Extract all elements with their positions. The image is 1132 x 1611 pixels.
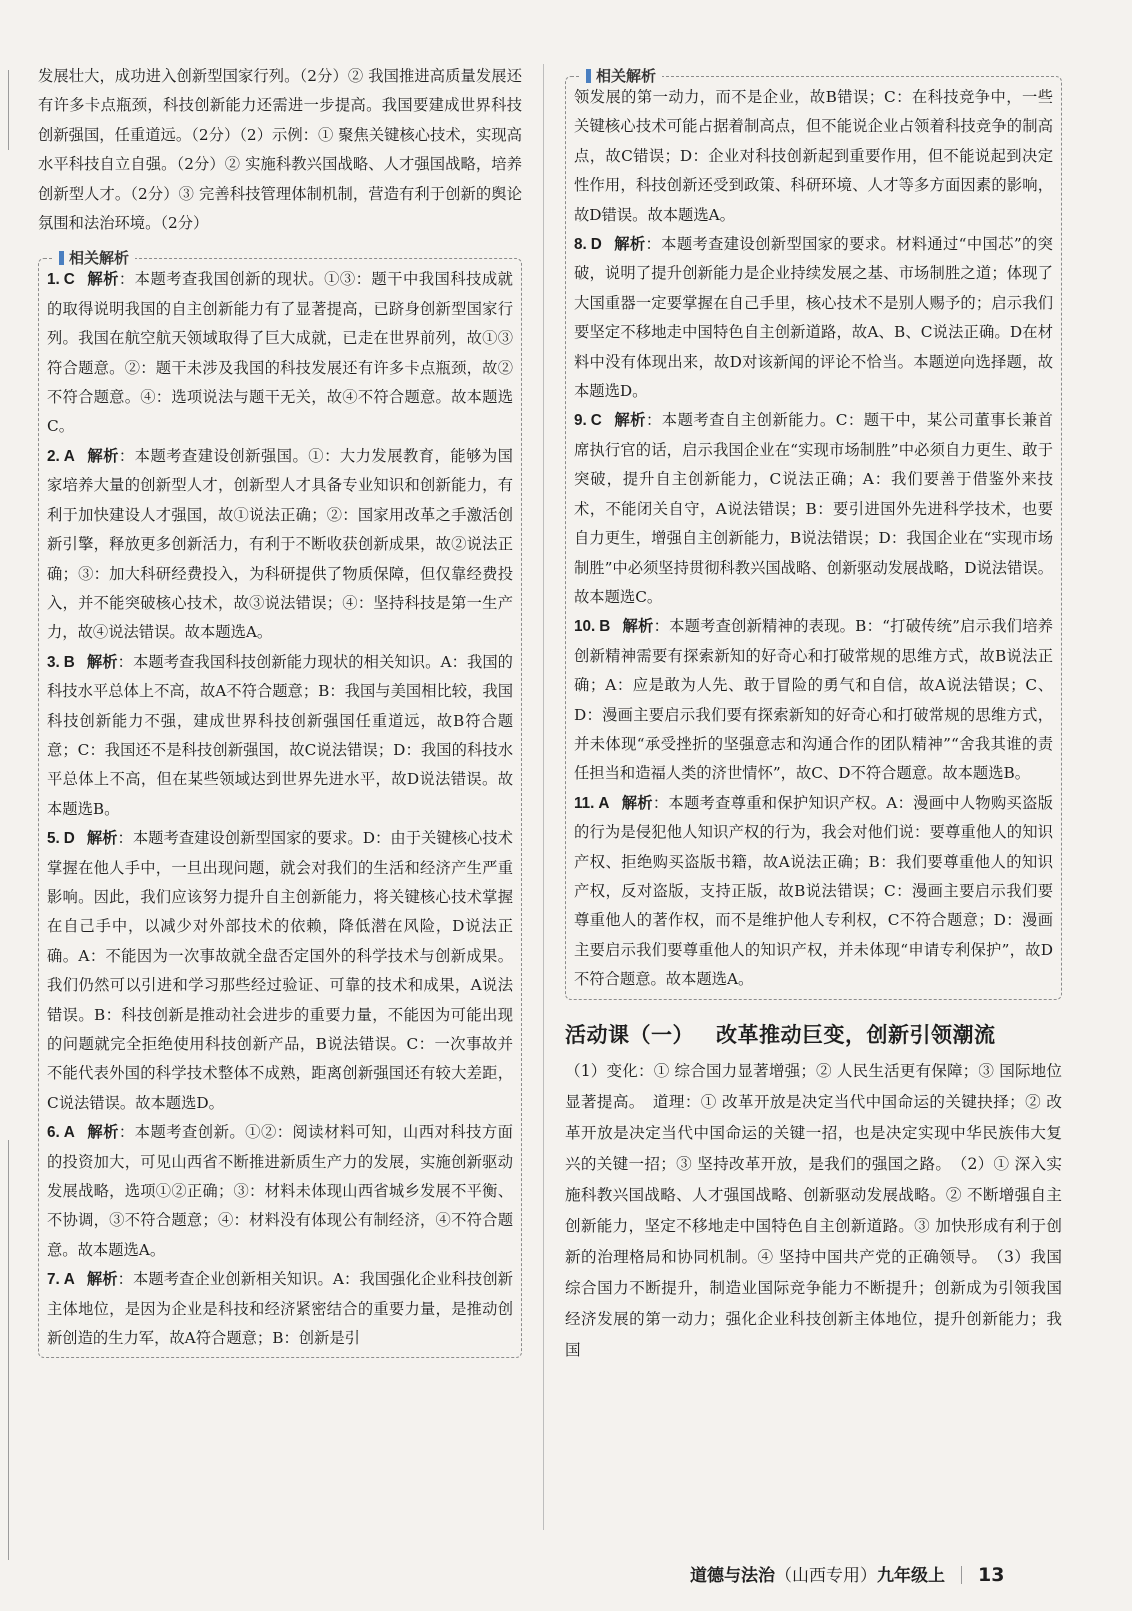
item-number: 5. [47,830,60,848]
analysis-item [574,406,1053,612]
footer-edition: （山西专用） [775,1566,877,1586]
item-text: ：本题考查企业创新相关知识。A：我国强化企业科技创新主体地位，是因为企业是科技和经济紧密结合的重要力量，是推动创新创造的生力军，故A符合题意；B：创新是引 [47,1270,513,1348]
analysis-continuation: 领发展的第一动力，而不是企业，故B错误；C：在科技竞争中，一些关键核心技术可能占据着制高点，但不能说企业占领着科技竞争的制高点，故C错误；D：企业对科技创新起到重要作用，但不能说起到决定性作用，科技创新还受到政策、科研环境、人才等多方面因素的影响，故D错误。故本题选A。 [574,88,1053,224]
item-label: 解析 [86,829,118,848]
item-number: 10. [574,618,596,636]
analysis-item [574,230,1053,406]
item-answer: A [598,794,610,812]
answer-text: 发展壮大，成功进入创新型国家行列。（2分）② 我国推进高质量发展还有许多卡点瓶颈，科技创新能力还需进一步提高。我国要建成世界科技创新强国，任重道远。（2分）（2）示例：① 聚焦关键核心技术，实现高水平科技自立自强。（2分）② 实施科教兴国战略、人才强国战略，培养创新型人才。（2分）③ 完善科技管理体制机制，营造有利于创新的舆论氛围和法治环境。（2分） [38,67,522,233]
footer-separator [961,1566,962,1584]
item-answer: B [599,618,611,636]
analysis-item [574,612,1053,788]
answer-continuation [38,62,522,238]
item-label: 解析 [86,270,119,289]
analysis-item [47,442,513,648]
item-text: ：本题考查我国科技创新能力现状的相关知识。A：我国的科技水平总体上不高，故A不符合题意；B：我国与美国相比较，我国科技创新能力不强，建成世界科技创新强国任重道远，故B符合题意；C：我国还不是科技创新强国，故C说法错误；D：我国的科技水平总体上不高，但在某些领域达到世界先进水平，故D说法错误。故本题选B。 [47,652,513,818]
item-text: ：本题考查创新。①②：阅读材料可知，山西对科技方面的投资加大，可见山西省不断推进新质生产力的发展，实施创新驱动发展战略，选项①②正确；③：材料未体现山西省城乡发展不平衡、不协调，③不符合题意；④：材料没有体现公有制经济，④不符合题意。故本题选A。 [47,1123,513,1259]
activity-title [565,1018,1062,1050]
item-answer: C [590,412,602,430]
item-number: 11. [574,794,595,812]
item-label: 解析 [613,235,646,254]
analysis-item [47,1265,513,1353]
item-label: 解析 [613,411,646,430]
activity-title-left: 活动课（一） [565,1022,694,1047]
item-number: 2. [47,447,60,465]
item-label: 解析 [621,793,653,812]
analysis-item [47,648,513,824]
activity-body [565,1056,1062,1366]
left-edge-mark [8,70,9,150]
footer-subject: 道德与法治 [690,1566,775,1586]
item-text: ：本题考查建设创新型国家的要求。D：由于关键核心技术掌握在他人手中，一旦出现问题，就会对我们的生活和经济产生严重影响。因此，我们应该努力提升自主创新能力，将关键核心技术掌握在自己手中，以减少对外部技术的依赖，降低潜在风险，D说法正确。A：不能因为一次事故就全盘否定国外的科学技术与创新成果。我们仍然可以引进和学习那些经过验证、可靠的技术和成果，A说法错误。B：科技创新是推动社会进步的重要力量，不能因为可能出现的问题就完全拒绝使用科技创新产品，B说法错误。C：一次事故并不能代表外国的科学技术整体不成熟，距离创新强国还有较大差距，C说法错误。故本题选D。 [47,829,513,1112]
item-label: 解析 [622,617,654,636]
item-text: ：本题考查建设创新强国。①：大力发展教育，能够为国家培养大量的创新型人才，创新型人才具备专业知识和创新能力，有利于加快建设人才强国，故①说法正确；②：国家用改革之手激活创新引擎，释放更多创新活力，有利于不断收获创新成果，故②说法正确；③：加大科研经费投入，为科研提供了物质保障，但仅靠经费投入，并不能突破核心技术，故③说法错误；④：坚持科技是第一生产力，故④说法错误。故本题选A。 [47,446,513,642]
item-number: 9. [574,412,587,430]
tab-marker-icon [586,69,591,83]
item-number: 3. [47,653,60,671]
item-number: 7. [47,1271,60,1289]
activity-text: （1）变化：① 综合国力显著增强；② 人民生活更有保障；③ 国际地位显著提高。 道理：① 改革开放是决定当代中国命运的关键抉择；② 改革开放是决定当代中国命运的关键一招，也是决定实现中华民族伟大复兴的关键一招；③ 坚持改革开放，是我们的强国之路。 （2）① 深入实施科教兴国战略、人才强国战略、创新驱动发展战略。② 不断增强自主创新能力，坚定不移地走中国特色自主创新道路。③ 加快形成有利于创新的治理格局和协同机制。④ 坚持中国共产党的正确领导。 （3）我国综合国力不断提升，制造业国际竞争能力不断提升；创新成为引领我国经济发展的第一动力；强化企业科技创新主体地位，提升创新能力；我国 [565,1061,1062,1359]
analysis-tab-label: 相关解析 [69,249,130,268]
item-label: 解析 [86,446,119,465]
item-number: 1. [47,271,60,289]
activity-title-right: 改革推动巨变，创新引领潮流 [716,1022,996,1047]
item-answer: C [63,271,75,289]
right-column [565,62,1062,1366]
item-text: ：本题考查我国创新的现状。①③：题干中我国科技成就的取得说明我国的自主创新能力有了显著提高，已跻身创新型国家行列。我国在航空航天领域取得了巨大成就，已走在世界前列，故①③符合题意。②：题干未涉及我国的科技发展还有许多卡点瓶颈，故②不符合题意。④：选项说法与题干无关，故④不符合题意。故本题选C。 [47,270,513,436]
left-edge-mark-lower [8,1140,9,1560]
item-label: 解析 [86,652,118,671]
analysis-item [574,789,1053,995]
item-answer: A [63,1271,75,1289]
analysis-tab-label: 相关解析 [596,67,657,85]
item-text: ：本题考查建设创新型国家的要求。材料通过“中国芯”的突破，说明了提升创新能力是企业持续发展之基、市场制胜之道；体现了大国重器一定要掌握在自己手里，核心技术不是别人赐予的；启示我们要坚定不移地走中国特色自主创新道路，故A、B、C说法正确。D在材料中没有体现出来，故D对该新闻的评论不恰当。本题逆向选择题，故本题选D。 [574,235,1053,401]
item-text: ：本题考查创新精神的表现。B：“打破传统”启示我们培养创新精神需要有探索新知的好奇心和打破常规的思维方式，故B说法正确；A：应是敢为人先、敢于冒险的勇气和自信，故A说法错误；C、D：漫画主要启示我们要有探索新知的好奇心和打破常规的思维方式，并未体现“承受挫折的坚强意志和沟通合作的团队精神”“舍我其谁的责任担当和造福人类的济世情怀”，故C、D不符合题意。故本题选B。 [574,617,1053,783]
analysis-item [47,824,513,1118]
item-answer: D [63,830,75,848]
item-answer: D [590,236,602,254]
page-footer [690,1560,1110,1590]
item-answer: A [63,1124,75,1142]
analysis-tab [53,246,135,270]
analysis-item [47,1118,513,1265]
item-answer: B [63,653,75,671]
item-number: 6. [47,1124,60,1142]
item-number: 8. [574,236,587,254]
column-divider [543,64,544,1530]
analysis-box-left [38,249,522,1358]
item-text: ：本题考查尊重和保护知识产权。A：漫画中人物购买盗版的行为是侵犯他人知识产权的行为，我会对他们说：要尊重他人的知识产权、拒绝购买盗版书籍，故A说法正确；B：我们要尊重他人的知识产权，反对盗版，支持正版，故B说法错误；C：漫画主要启示我们要尊重他人的著作权，而不是维护他人专利权，C不符合题意；D：漫画主要启示我们要尊重他人的知识产权，并未体现“申请专利保护”，故D不符合题意。故本题选A。 [574,793,1053,989]
analysis-box-right [565,67,1062,1000]
item-text: ：本题考查自主创新能力。C：题干中，某公司董事长兼首席执行官的话，启示我国企业在“实现市场制胜”中必须自力更生、敢于突破，提升自主创新能力，C说法正确；A：我们要善于借鉴外来技术，不能闭关自守，A说法错误；B：要引进国外先进科学技术，也要自力更生，增强自主创新能力，B说法错误；D：我国企业在“实现市场制胜”中必须坚持贯彻科教兴国战略、创新驱动发展战略，D说法错误。故本题选C。 [574,411,1053,606]
analysis-item [47,265,513,441]
item-label: 解析 [86,1123,119,1142]
page-number: 13 [978,1564,1005,1586]
analysis-tab [580,64,662,88]
footer-grade: 九年级上 [877,1566,945,1586]
item-answer: A [63,447,75,465]
tab-marker-icon [59,251,64,265]
left-column [38,62,522,1358]
item-label: 解析 [86,1270,118,1289]
